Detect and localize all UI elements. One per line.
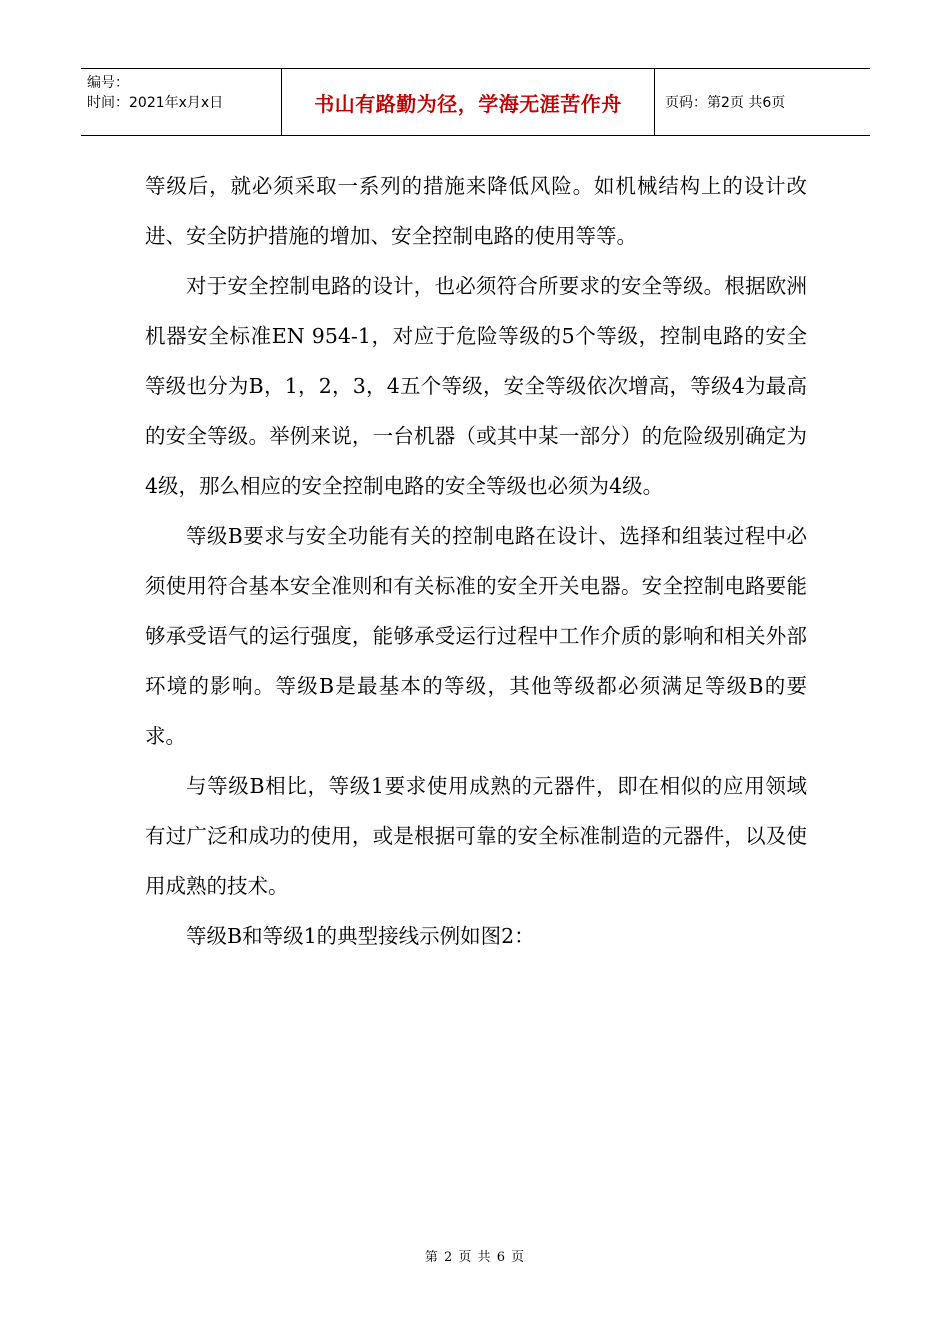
header-page-number: 页码：第2页 共6页 [665, 95, 786, 111]
document-body [145, 161, 807, 961]
paragraph-5: 等级B和等级1的典型接线示例如图2： [186, 924, 535, 948]
paragraph-1: 等级后，就必须采取一系列的措施来降低风险。如机械结构上的设计改进、安全防护措施的增加、安全控制电路的使用等等。 [145, 174, 807, 248]
paragraph-4: 与等级B相比，等级1要求使用成熟的元器件，即在相似的应用领域有过广泛和成功的使用，或是根据可靠的安全标准制造的元器件，以及使用成熟的技术。 [145, 774, 807, 898]
header-motto: 书山有路勤为径，学海无涯苦作舟 [282, 69, 655, 135]
paragraph-2: 对于安全控制电路的设计，也必须符合所要求的安全等级。根据欧洲机器安全标准EN 954-1，对应于危险等级的5个等级，控制电路的安全等级也分为B，1，2，3，4五个等级，安全等级依次增高，等级4为最高的安全等级。举例来说，一台机器（或其中某一部分）的危险级别确定为4级，那么相应的安全控制电路的安全等级也必须为4级。 [145, 274, 807, 498]
paragraph-3: 等级B要求与安全功能有关的控制电路在设计、选择和组装过程中必须使用符合基本安全准则和有关标准的安全开关电器。安全控制电路要能够承受语气的运行强度，能够承受运行过程中工作介质的影响和相关外部环境的影响。等级B是最基本的等级，其他等级都必须满足等级B的要求。 [145, 524, 807, 748]
document-number-label: 编号： [87, 75, 129, 91]
page-header [81, 68, 870, 136]
header-meta [81, 69, 282, 135]
document-time-label: 时间：2021年x月x日 [87, 95, 224, 111]
page-footer: 第 2 页 共 6 页 [424, 1250, 526, 1265]
